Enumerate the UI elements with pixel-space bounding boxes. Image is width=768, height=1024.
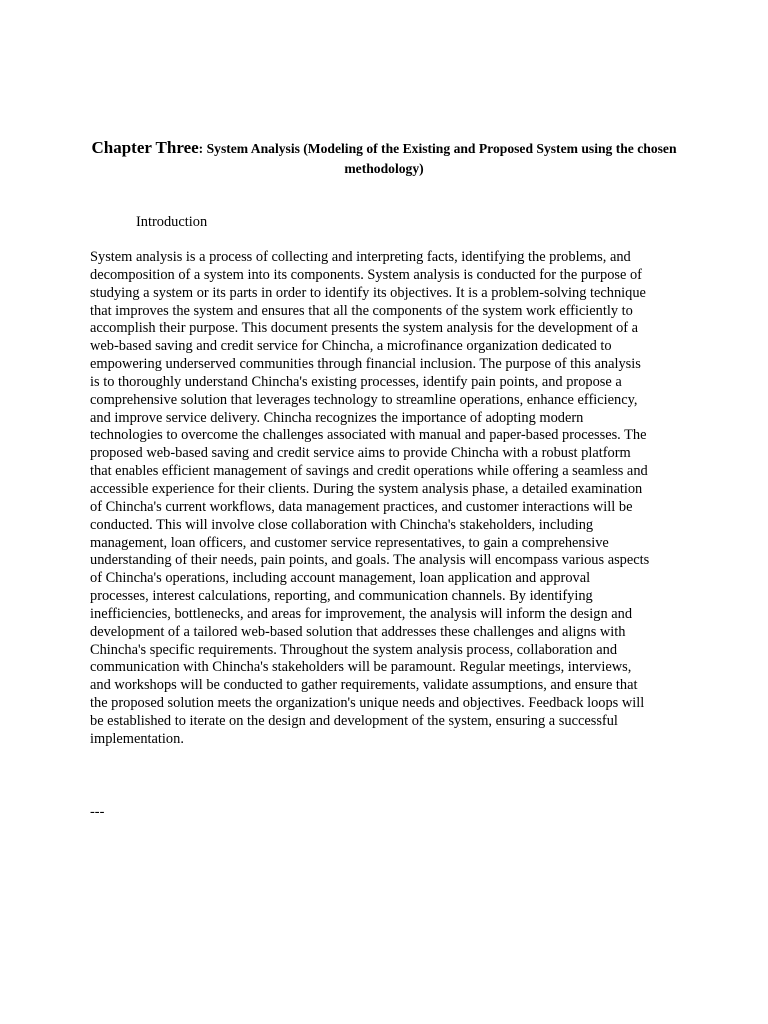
chapter-heading <box>90 138 678 179</box>
paragraph-line: development of a tailored web-based solution that addresses these challenges and aligns with <box>90 623 626 640</box>
chapter-heading-lead: Chapter Three <box>91 138 199 157</box>
paragraph-line: of Chincha's current workflows, data management practices, and customer interactions will be <box>90 498 633 515</box>
section-title: Introduction <box>136 214 208 230</box>
paragraph-line: empowering underserved communities through financial inclusion. The purpose of this analysis <box>90 356 641 373</box>
paragraph-line: is to thoroughly understand Chincha's existing processes, identify pain points, and propose a <box>90 373 622 390</box>
paragraph-line: web-based saving and credit service for Chincha, a microfinance organization dedicated to <box>90 338 612 355</box>
paragraph-line: that improves the system and ensures that all the components of the system work efficiently to <box>90 302 633 319</box>
paragraph-line: management, loan officers, and customer service representatives, to gain a comprehensive <box>90 534 609 551</box>
separator-text: --- <box>90 804 105 820</box>
paragraph-line: System analysis is a process of collecting and interpreting facts, identifying the problems, and <box>90 249 631 265</box>
paragraph-line: communication with Chincha's stakeholders will be paramount. Regular meetings, interviews, <box>90 659 632 676</box>
paragraph-line: proposed web-based saving and credit service aims to provide Chincha with a robust platform <box>90 445 631 462</box>
paragraph-line: understanding of their needs, pain points, and goals. The analysis will encompass various aspects <box>90 552 650 569</box>
paragraph-line: decomposition of a system into its components. System analysis is conducted for the purpose of <box>90 266 642 283</box>
paragraph-line: of Chincha's operations, including account management, loan application and approval <box>90 570 591 587</box>
paragraph-line: implementation. <box>90 730 184 747</box>
paragraph-line: accessible experience for their clients. During the system analysis phase, a detailed examination <box>90 480 643 497</box>
paragraph-line: that enables efficient management of savings and credit operations while offering a seamless and <box>90 463 648 480</box>
paragraph-line: be established to iterate on the design and development of the system, ensuring a successful <box>90 712 618 729</box>
paragraph-line: and workshops will be conducted to gather requirements, validate assumptions, and ensure that <box>90 677 638 694</box>
paragraph-line: comprehensive solution that leverages technology to streamline operations, enhance efficiency, <box>90 391 638 408</box>
paragraph-line: the proposed solution meets the organization's unique needs and objectives. Feedback loops will <box>90 695 645 712</box>
paragraph-line: studying a system or its parts in order to identify its objectives. It is a problem-solving technique <box>90 284 646 301</box>
paragraph-line: processes, interest calculations, reporting, and communication channels. By identifying <box>90 588 593 605</box>
paragraph-line: and improve service delivery. Chincha recognizes the importance of adopting modern <box>90 409 584 426</box>
chapter-heading-rest: : System Analysis (Modeling of the Existing and Proposed System using the chosen methodology) <box>198 141 677 176</box>
body-paragraph <box>90 249 680 749</box>
paragraph-line: Chincha's specific requirements. Throughout the system analysis process, collaboration and <box>90 641 618 658</box>
paragraph-line: accomplish their purpose. This document presents the system analysis for the development of a <box>90 320 639 337</box>
paragraph-line: technologies to overcome the challenges associated with manual and paper-based processes. The <box>90 427 647 444</box>
paragraph-line: conducted. This will involve close collaboration with Chincha's stakeholders, including <box>90 516 594 533</box>
paragraph-line: inefficiencies, bottlenecks, and areas for improvement, the analysis will inform the design and <box>90 605 633 622</box>
